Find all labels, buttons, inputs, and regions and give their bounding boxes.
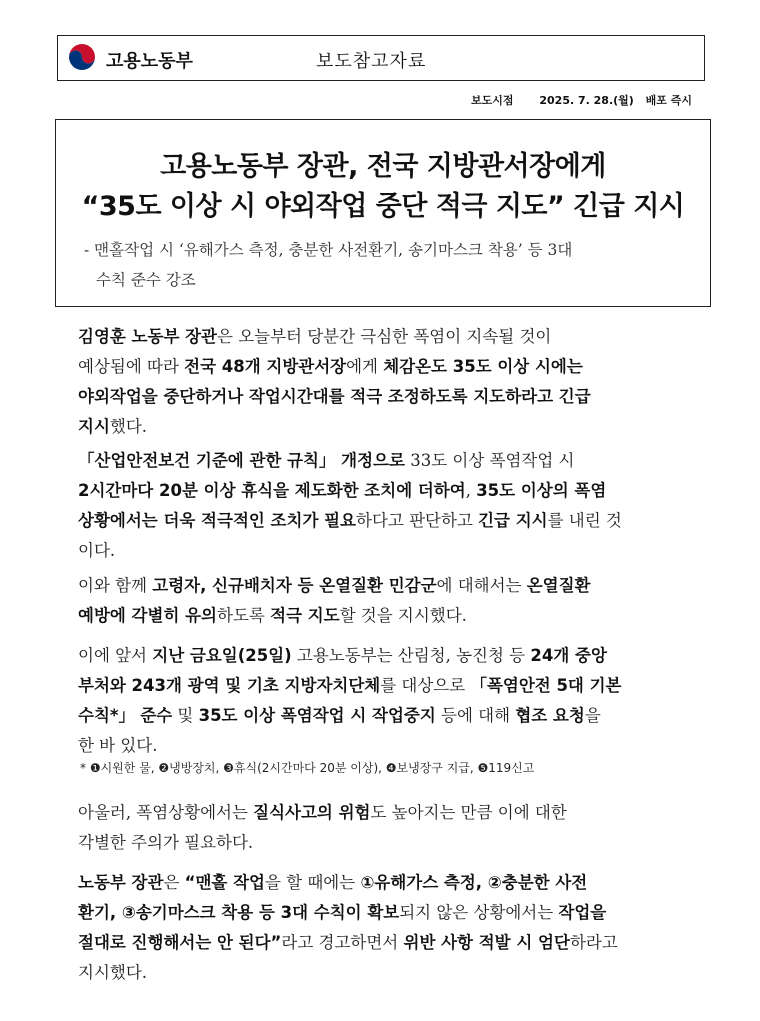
text-run: 라고 경고하면서 xyxy=(281,933,404,952)
text-line xyxy=(78,641,710,671)
text-run: 에 대해서는 xyxy=(436,576,527,595)
text-line xyxy=(78,898,710,928)
text-run: 하다고 판단하고 xyxy=(356,511,479,530)
text-line xyxy=(78,571,710,601)
bold-run: 환기, ③송기마스크 착용 등 3대 수칙이 확보 xyxy=(78,903,400,922)
text-run: 되지 않은 상황에서는 xyxy=(399,903,559,922)
headline-line-1: 고용노동부 장관, 전국 지방관서장에게 xyxy=(160,151,606,182)
government-emblem-icon xyxy=(66,43,98,75)
bold-run: 「폭염안전 5대 기본 xyxy=(470,676,622,695)
text-run: 를 대상으로 xyxy=(380,676,471,695)
bold-run: 절대로 진행해서는 안 된다” xyxy=(78,933,282,952)
bold-run: 「산업안전보건 기준에 관한 규칙」 개정으로 xyxy=(78,451,405,470)
text-line xyxy=(78,352,710,382)
bold-run: 예방에 각별히 유의 xyxy=(78,606,218,625)
bold-run: 2시간마다 20분 이상 휴식을 제도화한 조치에 더하여 xyxy=(78,481,466,500)
text-run: 이에 앞서 xyxy=(78,646,153,665)
text-run: 이다. xyxy=(78,541,116,560)
paragraph-6 xyxy=(78,868,710,988)
headline-box xyxy=(55,119,711,307)
text-run: 을 xyxy=(584,706,601,725)
text-run: 했다. xyxy=(109,417,148,436)
text-run: 은 오늘부터 당분간 극심한 폭염이 지속될 것이 xyxy=(217,327,552,346)
text-line xyxy=(78,868,710,898)
paragraph-2 xyxy=(78,446,710,566)
headline-line-2: “35도 이상 시 야외작업 중단 적극 지도” 긴급 지시 xyxy=(81,191,685,222)
subheadline-line-2: 수칙 준수 강조 xyxy=(96,271,196,289)
text-line xyxy=(78,601,710,631)
text-run: 33도 이상 폭염작업 시 xyxy=(404,451,575,470)
text-line xyxy=(78,671,710,701)
bold-run: 체감온도 35도 이상 시에는 xyxy=(383,357,583,376)
bold-run: 35도 이상의 폭염 xyxy=(476,481,607,500)
text-line xyxy=(78,701,710,731)
bold-run: 고령자, 신규배치자 등 온열질환 민감군 xyxy=(152,576,437,595)
ministry-name: 고용노동부 xyxy=(106,51,193,72)
text-line xyxy=(78,412,710,442)
text-run: 아울러, 폭염상황에서는 xyxy=(78,803,254,822)
release-note: 배포 즉시 xyxy=(645,94,692,107)
text-run: 예상됨에 따라 xyxy=(78,357,185,376)
subheadline-line-1: - 맨홀작업 시 ‘유해가스 측정, 충분한 사전환기, 송기마스크 착용’ 등 3대 xyxy=(84,241,573,259)
text-line xyxy=(78,446,710,476)
release-info xyxy=(463,92,692,108)
bold-run: 전국 48개 지방관서장 xyxy=(184,357,347,376)
bold-run: 온열질환 xyxy=(526,576,591,595)
text-line xyxy=(78,476,710,506)
text-run: 지시했다. xyxy=(78,963,148,982)
paragraph-4 xyxy=(78,641,710,761)
text-line xyxy=(78,382,710,412)
text-line xyxy=(78,506,710,536)
text-run: 이와 함께 xyxy=(78,576,153,595)
text-run: 을 할 때에는 xyxy=(265,873,361,892)
bold-run: 지난 금요일(25일) xyxy=(152,646,292,665)
text-run: 고용노동부는 산림청, 농진청 등 xyxy=(291,646,531,665)
text-run: 도 높아지는 만큼 이에 대한 xyxy=(370,803,567,822)
bold-run: “맨홀 작업 xyxy=(184,873,265,892)
text-run: 및 xyxy=(172,706,199,725)
bold-run: 적극 지도 xyxy=(270,606,340,625)
text-line xyxy=(78,798,710,828)
bold-run: 준수 xyxy=(140,706,173,725)
text-run: 등에 대해 xyxy=(435,706,516,725)
text-run: 에게 xyxy=(346,357,384,376)
footnote: * ❶시원한 물, ❷냉방장치, ❸휴식(2시간마다 20분 이상), ❹보냉장구 지급, ❺119신고 xyxy=(80,761,535,775)
text-run: 를 내린 것 xyxy=(547,511,622,530)
bold-run: 작업을 xyxy=(558,903,607,922)
bold-run: 부처와 243개 광역 및 기초 지방자치단체 xyxy=(78,676,381,695)
bold-run: 김영훈 노동부 장관 xyxy=(78,327,218,346)
text-run: 한 바 있다. xyxy=(78,736,158,755)
bold-run: 지시 xyxy=(78,417,110,436)
text-run: 할 것을 지시했다. xyxy=(339,606,467,625)
text-run: 각별한 주의가 필요하다. xyxy=(78,833,254,852)
paragraph-1 xyxy=(78,322,710,442)
release-label: 보도시점 xyxy=(471,94,514,107)
text-run: , xyxy=(465,481,477,500)
bold-run: 야외작업을 중단하거나 작업시간대를 적극 조정하도록 지도하라고 긴급 xyxy=(78,387,591,406)
bold-run: 24개 중앙 xyxy=(530,646,607,665)
text-line xyxy=(78,731,710,761)
document-type: 보도참고자료 xyxy=(316,51,427,72)
bold-run: 위반 사항 적발 시 엄단 xyxy=(403,933,570,952)
bold-run: 질식사고의 위험 xyxy=(253,803,371,822)
paragraph-5 xyxy=(78,798,710,858)
text-line xyxy=(78,958,710,988)
bold-run: 수칙*」 xyxy=(78,706,136,725)
text-run: 하도록 xyxy=(217,606,271,625)
bold-run: 긴급 지시 xyxy=(478,511,548,530)
text-line xyxy=(78,536,710,566)
bold-run: 노동부 장관 xyxy=(78,873,164,892)
release-date: 2025. 7. 28.(월) xyxy=(539,94,634,107)
text-run: 하라고 xyxy=(569,933,618,952)
header-box xyxy=(57,35,705,81)
paragraph-3 xyxy=(78,571,710,631)
text-line xyxy=(78,928,710,958)
bold-run: ①유해가스 측정, ②충분한 사전 xyxy=(360,873,588,892)
text-run: 은 xyxy=(163,873,185,892)
bold-run: 35도 이상 폭염작업 시 작업중지 xyxy=(198,706,436,725)
bold-run: 협조 요청 xyxy=(515,706,585,725)
bold-run: 상황에서는 더욱 적극적인 조치가 필요 xyxy=(78,511,357,530)
text-line xyxy=(78,828,710,858)
text-line xyxy=(78,322,710,352)
